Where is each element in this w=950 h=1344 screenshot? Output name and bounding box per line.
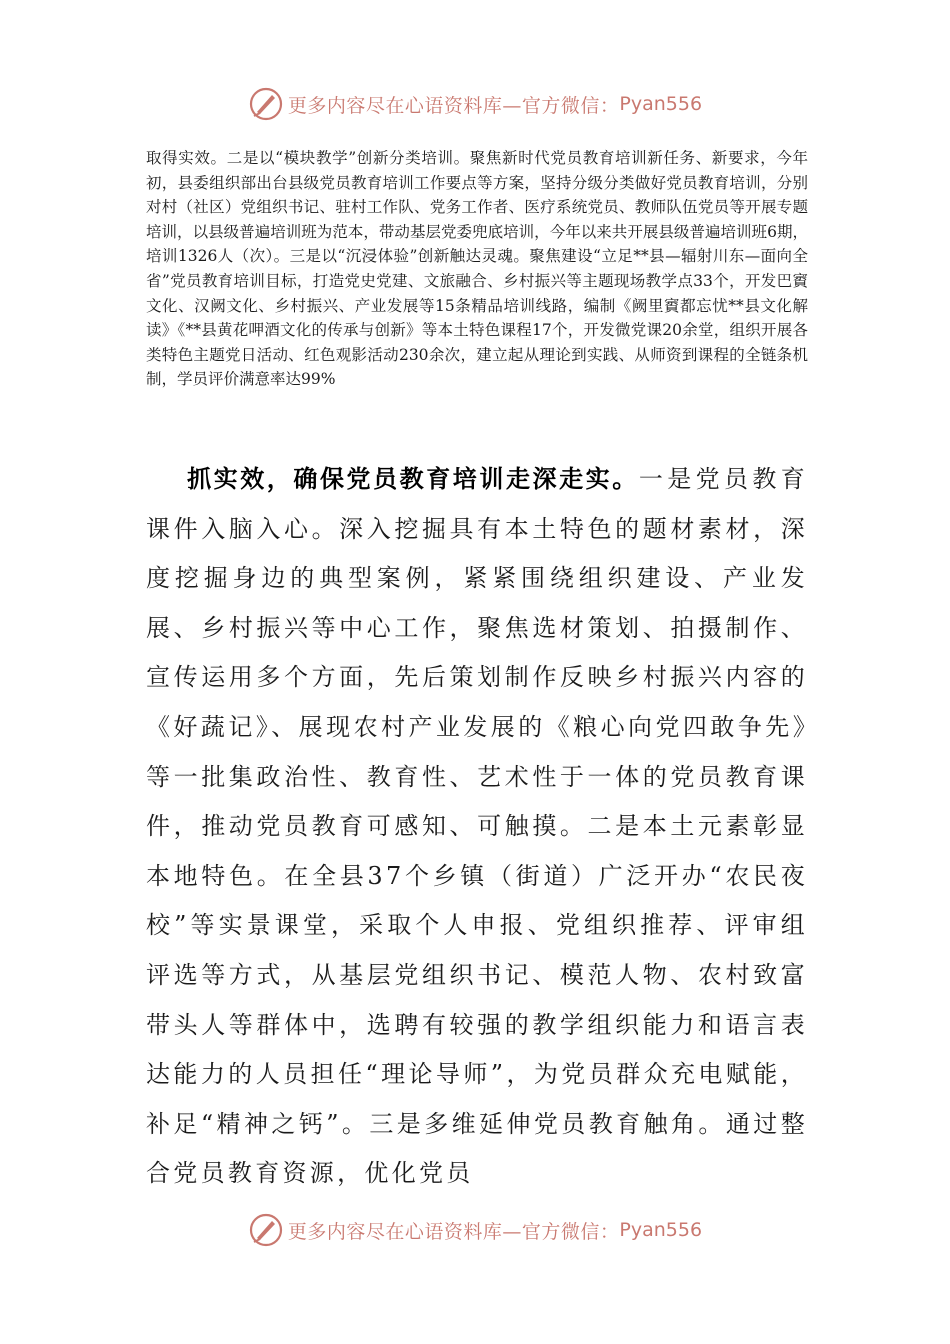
watermark-wechat-id: Pyan556 [619, 1219, 703, 1241]
section-lead-heading: 抓实效，确保党员教育培训走深走实。 [186, 465, 639, 493]
watermark-text: 更多内容尽在心语资料库—官方微信： [287, 94, 620, 117]
header-watermark [0, 84, 950, 124]
watermark-text: 更多内容尽在心语资料库—官方微信： [287, 1220, 620, 1243]
quill-logo-icon [248, 86, 284, 122]
quill-logo-icon [248, 1212, 284, 1248]
section-paragraph [146, 455, 808, 1199]
footer-watermark [0, 1210, 950, 1250]
continued-paragraph: 取得实效。二是以“模块教学”创新分类培训。聚焦新时代党员教育培训新任务、新要求，今年初，县委组织部出台县级党员教育培训工作要点等方案，坚持分级分类做好党员教育培训，分别对村（社区）党组织书记、驻村工作队、党务工作者、医疗系统党员、教师队伍党员等开展专题培训，以县级普遍培训班为范本，带动基层党委兜底培训，今年以来共开展县级普遍培训班6期，培训1326人（次）。三是以“沉浸体验”创新触达灵魂。聚焦建设“立足**县—辐射川东—面向全省”党员教育培训目标，打造党史党建、文旅融合、乡村振兴等主题现场教学点33个，开发巴賨文化、汉阙文化、乡村振兴、产业发展等15条精品培训线路，编制《阙里賨都忘忧**县文化解读》《**县黄花呷酒文化的传承与创新》等本土特色课程17个，开发微党课20余堂，组织开展各类特色主题党日活动、红色观影活动230余次，建立起从理论到实践、从师资到课程的全链条机制，学员评价满意率达99% [146, 149, 808, 389]
watermark-wechat-id: Pyan556 [619, 93, 703, 115]
section-body-text: 一是党员教育课件入脑入心。深入挖掘具有本土特色的题材素材，深度挖掘身边的典型案例，紧紧围绕组织建设、产业发展、乡村振兴等中心工作，聚焦选材策划、拍摄制作、宣传运用多个方面，先后策划制作反映乡村振兴内容的《好蔬记》、展现农村产业发展的《粮心向党四敢争先》等一批集政治性、教育性、艺术性于一体的党员教育课件，推动党员教育可感知、可触摸。二是本土元素彰显本地特色。在全县37个乡镇（街道）广泛开办“农民夜校”等实景课堂，采取个人申报、党组织推荐、评审组评选等方式，从基层党组织书记、模范人物、农村致富带头人等群体中，选聘有较强的教学组织能力和语言表达能力的人员担任“理论导师”，为党员群众充电赋能，补足“精神之钙”。三是多维延伸党员教育触角。通过整合党员教育资源，优化党员 [146, 465, 808, 1188]
